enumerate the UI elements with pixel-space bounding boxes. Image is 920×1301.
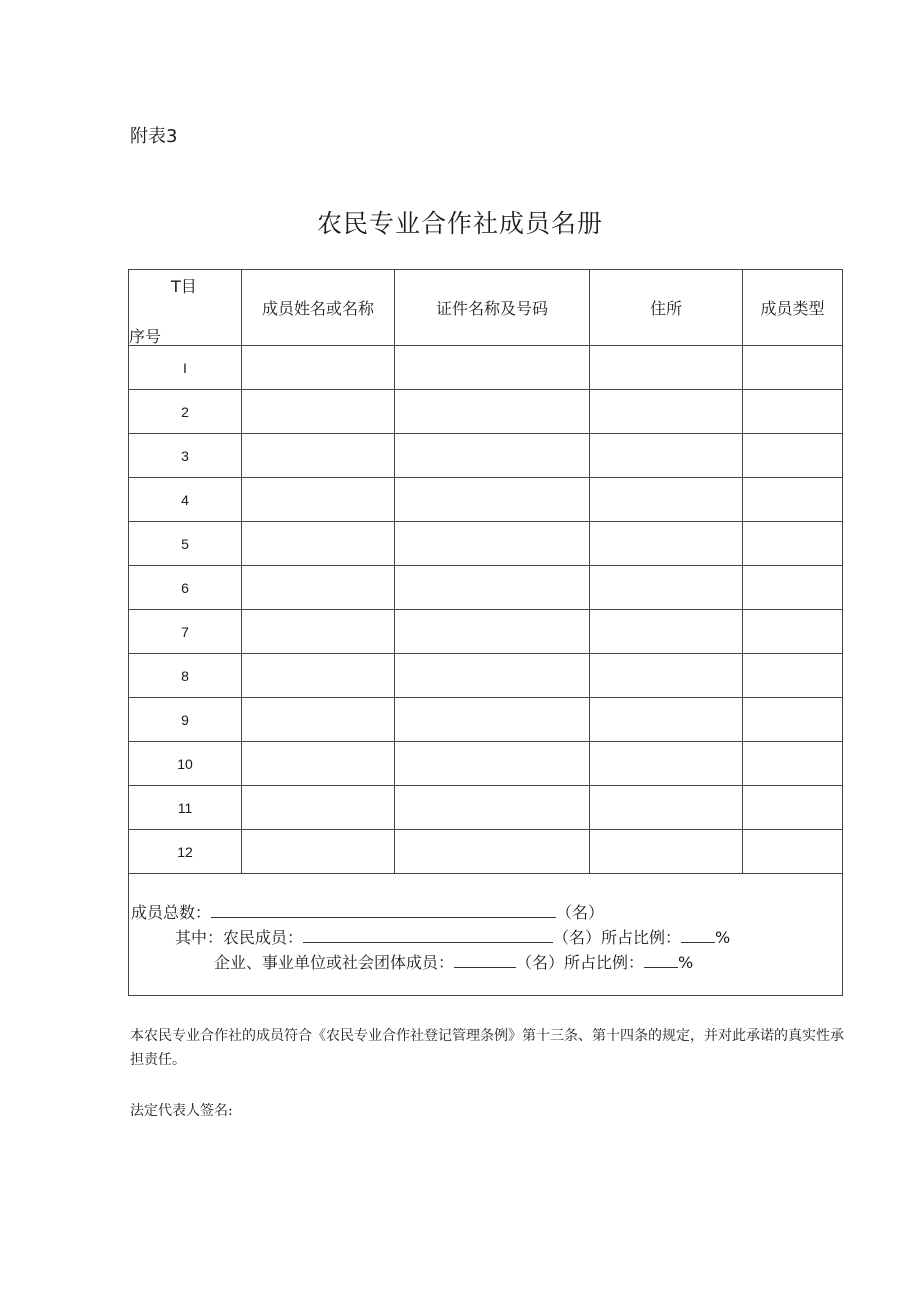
total-members-label: 成员总数：: [131, 903, 212, 922]
farmer-percent-blank[interactable]: [681, 928, 715, 943]
summary-row: [129, 874, 843, 996]
name-cell[interactable]: [242, 390, 395, 434]
row-number: 10: [129, 742, 242, 786]
row-number: 11: [129, 786, 242, 830]
name-cell[interactable]: [242, 698, 395, 742]
total-members-blank[interactable]: [211, 903, 556, 918]
id-cell[interactable]: [395, 830, 590, 874]
header-member-name: 成员姓名或名称: [242, 270, 395, 346]
table-row: [129, 830, 843, 874]
address-cell[interactable]: [590, 830, 743, 874]
type-cell[interactable]: [743, 654, 843, 698]
legal-rep-signature-label: 法定代表人签名:: [130, 1103, 233, 1119]
name-cell[interactable]: [242, 830, 395, 874]
name-cell[interactable]: [242, 478, 395, 522]
corner-serial-label: 序号: [129, 327, 162, 346]
table-header-row: [129, 270, 843, 346]
farmer-members-label: 其中：农民成员：: [175, 928, 304, 947]
table-row: [129, 346, 843, 390]
address-cell[interactable]: [590, 786, 743, 830]
id-cell[interactable]: [395, 434, 590, 478]
enterprise-members-line: [214, 950, 693, 973]
type-cell[interactable]: [743, 346, 843, 390]
table-row: [129, 654, 843, 698]
address-cell[interactable]: [590, 698, 743, 742]
header-corner-cell: [129, 270, 242, 346]
type-cell[interactable]: [743, 698, 843, 742]
id-cell[interactable]: [395, 654, 590, 698]
name-cell[interactable]: [242, 610, 395, 654]
id-cell[interactable]: [395, 698, 590, 742]
name-cell[interactable]: [242, 434, 395, 478]
total-members-unit: （名）: [556, 903, 605, 922]
total-members-line: [131, 900, 604, 923]
table-row: [129, 522, 843, 566]
member-roster-table: [128, 269, 843, 996]
header-id-document: 证件名称及号码: [395, 270, 590, 346]
address-cell[interactable]: [590, 478, 743, 522]
table-row: [129, 786, 843, 830]
header-address: 住所: [590, 270, 743, 346]
id-cell[interactable]: [395, 610, 590, 654]
summary-cell: [129, 874, 843, 996]
address-cell[interactable]: [590, 610, 743, 654]
farmer-percent-sign: %: [715, 928, 731, 947]
row-number: 2: [129, 390, 242, 434]
type-cell[interactable]: [743, 830, 843, 874]
type-cell[interactable]: [743, 522, 843, 566]
compliance-statement: 本农民专业合作社的成员符合《农民专业合作社登记管理条例》第十三条、第十四条的规定，并对此承诺的真实性承担责任。: [130, 1028, 844, 1068]
name-cell[interactable]: [242, 566, 395, 610]
enterprise-members-label: 企业、事业单位或社会团体成员：: [214, 953, 455, 972]
farmer-members-unit: （名）所占比例：: [553, 928, 682, 947]
address-cell[interactable]: [590, 346, 743, 390]
header-member-type: 成员类型: [743, 270, 843, 346]
address-cell[interactable]: [590, 390, 743, 434]
farmer-members-blank[interactable]: [303, 928, 553, 943]
name-cell[interactable]: [242, 346, 395, 390]
address-cell[interactable]: [590, 742, 743, 786]
id-cell[interactable]: [395, 390, 590, 434]
id-cell[interactable]: [395, 346, 590, 390]
table-row: [129, 566, 843, 610]
corner-item-label: T目: [171, 277, 197, 296]
table-row: [129, 610, 843, 654]
type-cell[interactable]: [743, 566, 843, 610]
type-cell[interactable]: [743, 742, 843, 786]
type-cell[interactable]: [743, 390, 843, 434]
table-row: [129, 742, 843, 786]
enterprise-percent-sign: %: [678, 953, 694, 972]
table-row: [129, 390, 843, 434]
row-number: 7: [129, 610, 242, 654]
type-cell[interactable]: [743, 434, 843, 478]
type-cell[interactable]: [743, 478, 843, 522]
name-cell[interactable]: [242, 742, 395, 786]
name-cell[interactable]: [242, 522, 395, 566]
name-cell[interactable]: [242, 654, 395, 698]
row-number: 8: [129, 654, 242, 698]
address-cell[interactable]: [590, 566, 743, 610]
row-number: 6: [129, 566, 242, 610]
id-cell[interactable]: [395, 786, 590, 830]
table-row: [129, 434, 843, 478]
row-number: 4: [129, 478, 242, 522]
id-cell[interactable]: [395, 478, 590, 522]
table-row: [129, 698, 843, 742]
page-title: 农民专业合作社成员名册: [316, 209, 603, 238]
address-cell[interactable]: [590, 654, 743, 698]
name-cell[interactable]: [242, 786, 395, 830]
id-cell[interactable]: [395, 566, 590, 610]
enterprise-members-blank[interactable]: [454, 953, 516, 968]
table-row: [129, 478, 843, 522]
type-cell[interactable]: [743, 786, 843, 830]
row-number: I: [129, 346, 242, 390]
enterprise-percent-blank[interactable]: [644, 953, 678, 968]
row-number: 12: [129, 830, 242, 874]
type-cell[interactable]: [743, 610, 843, 654]
row-number: 3: [129, 434, 242, 478]
address-cell[interactable]: [590, 522, 743, 566]
farmer-members-line: [175, 925, 730, 948]
row-number: 5: [129, 522, 242, 566]
row-number: 9: [129, 698, 242, 742]
address-cell[interactable]: [590, 434, 743, 478]
enterprise-members-unit: （名）所占比例：: [516, 953, 645, 972]
id-cell[interactable]: [395, 742, 590, 786]
id-cell[interactable]: [395, 522, 590, 566]
attachment-label: 附表3: [130, 126, 178, 147]
